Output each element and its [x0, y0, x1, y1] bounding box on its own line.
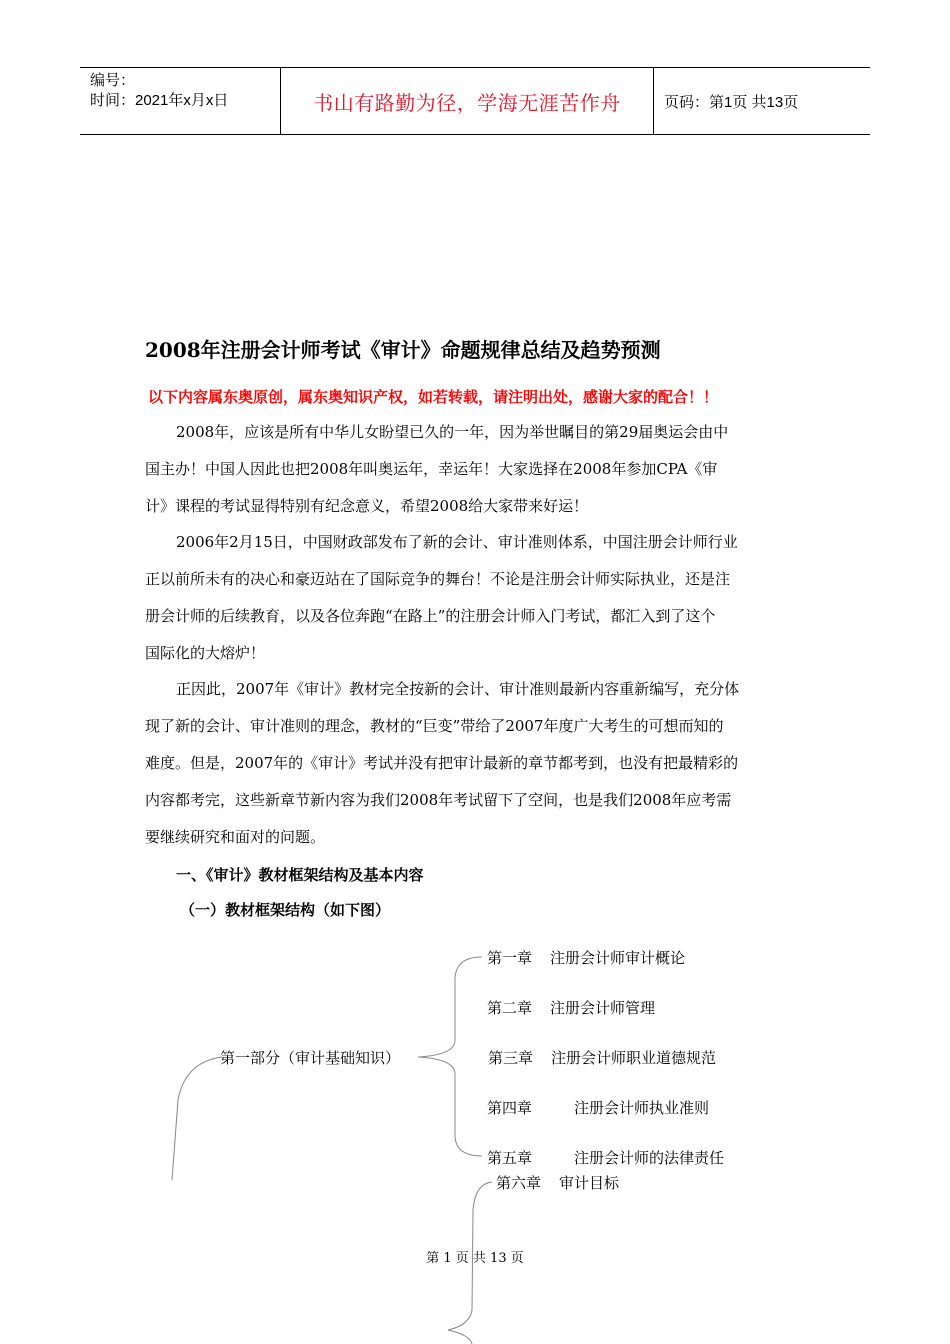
paragraph-1: [145, 414, 810, 525]
diagram-chapter-4: [487, 1097, 709, 1118]
paragraph-line: 要继续研究和面对的问题。: [145, 828, 326, 846]
chapter-number: 第二章: [487, 999, 533, 1017]
copyright-notice: 以下内容属东奥原创，属东奥知识产权，如若转载，请注明出处，感谢大家的配合！！: [148, 388, 719, 406]
paragraph-line: 正以前所未有的决心和豪迈站在了国际竞争的舞台！不论是注册会计师实际执业，还是注: [145, 570, 731, 588]
chapter-number: 第六章: [496, 1174, 542, 1192]
chapter-name: 审计目标: [559, 1174, 620, 1192]
chapter-name: 注册会计师管理: [550, 999, 656, 1017]
paragraph-line: 难度。但是，2007年的《审计》考试并没有把审计最新的章节都考到，也没有把最精彩的: [145, 754, 739, 772]
document-number-label: 编号：: [90, 72, 136, 89]
diagram-chapter-2: [487, 997, 655, 1018]
paragraph-line: 计》课程的考试显得特别有纪念意义，希望2008给大家带来好运！: [145, 497, 589, 515]
paragraph-line: 国主办！中国人因此也把2008年叫奥运年，幸运年！大家选择在2008年参加CPA《审: [145, 460, 718, 478]
diagram-chapter-1: [487, 947, 685, 968]
diagram-chapter-6: [496, 1172, 619, 1193]
paragraph-3: [145, 671, 810, 856]
chapter-number: 第五章: [487, 1149, 533, 1167]
chapter-number: 第一章: [487, 949, 533, 967]
chapter-name: 注册会计师审计概论: [550, 949, 686, 967]
diagram-part-label: 第一部分（审计基础知识）: [220, 1049, 401, 1067]
diagram-chapter-5: [487, 1147, 724, 1168]
chapter-number: 第四章: [487, 1099, 533, 1117]
chapter-number: 第三章: [488, 1049, 534, 1067]
header-page-info: 页码：第1页 共13页: [664, 93, 799, 111]
paragraph-line: 现了新的会计、审计准则的理念，教材的“巨变”带给了2007年度广大考生的可想而知的: [145, 717, 724, 735]
paragraph-line: 册会计师的后续教育，以及各位奔跑“在路上”的注册会计师入门考试，都汇入到了这个: [145, 607, 716, 625]
section-heading: 一、《审计》教材框架结构及基本内容: [176, 866, 424, 884]
page-footer: 第 1 页 共 13 页: [426, 1251, 524, 1266]
paragraph-line: 内容都考完，这些新章节新内容为我们2008年考试留下了空间，也是我们2008年应考需: [145, 791, 732, 809]
document-title: 2008年注册会计师考试《审计》命题规律总结及趋势预测: [145, 338, 661, 362]
subsection-heading: （一）教材框架结构（如下图）: [180, 901, 391, 919]
chapter-name: 注册会计师职业道德规范: [551, 1049, 717, 1067]
header-motto: 书山有路勤为径，学海无涯苦作舟: [281, 68, 654, 134]
header-meta: [80, 68, 281, 134]
chapter-brace: [418, 957, 482, 1156]
document-time-label: 时间：2021年x月x日: [90, 92, 229, 109]
page-header: [80, 67, 870, 135]
paragraph-line: 2008年，应该是所有中华儿女盼望已久的一年，因为举世瞩目的第29届奥运会由中: [176, 423, 729, 441]
paragraph-line: 国际化的大熔炉！: [145, 644, 266, 662]
paragraph-2: [145, 524, 810, 672]
paragraph-line: 正因此，2007年《审计》教材完全按新的会计、审计准则最新内容重新编写，充分体: [176, 680, 740, 698]
diagram-chapter-3: [488, 1047, 716, 1068]
paragraph-line: 2006年2月15日，中国财政部发布了新的会计、审计准则体系，中国注册会计师行业: [176, 533, 738, 551]
part-brace: [172, 1057, 222, 1180]
chapter-name: 注册会计师执业准则: [574, 1099, 710, 1117]
chapter-name: 注册会计师的法律责任: [574, 1149, 725, 1167]
